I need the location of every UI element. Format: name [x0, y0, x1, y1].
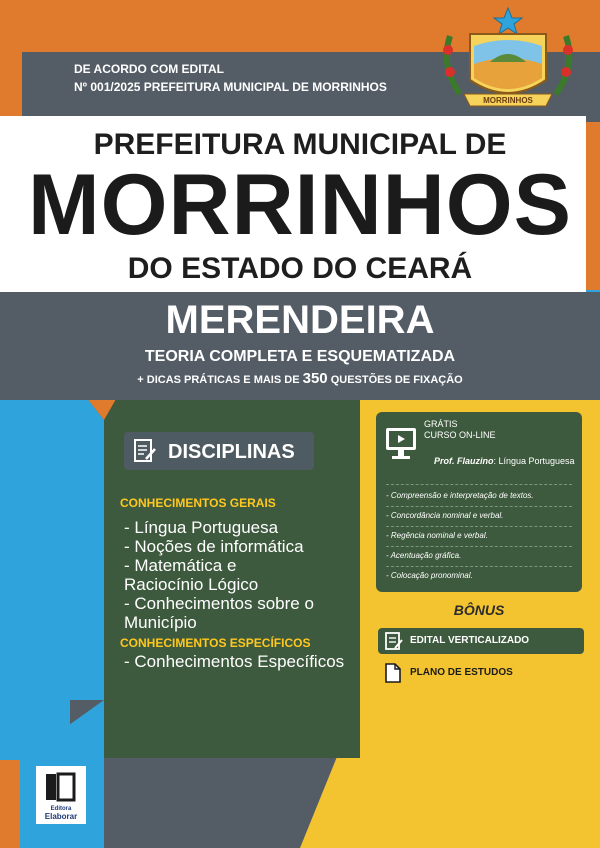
plano-estudos-label: PLANO DE ESTUDOS [410, 667, 513, 678]
curso-title-line-1: GRÁTIS [424, 419, 458, 429]
notepad-icon [132, 437, 158, 465]
divider [386, 526, 572, 527]
subject-item: - Matemática e [124, 556, 237, 575]
curso-title-line-2: CURSO ON-LINE [424, 430, 496, 440]
municipal-crest-icon [430, 6, 580, 114]
curso-title [424, 419, 496, 441]
subject-item: - Conhecimentos Específicos [124, 652, 345, 671]
professor-subject: : Língua Portuguesa [493, 456, 575, 466]
conhecimentos-especificos-title: CONHECIMENTOS ESPECÍFICOS [120, 636, 311, 650]
cargo-dicas [0, 370, 600, 387]
subject-item: - Conhecimentos sobre o [124, 594, 314, 613]
edital-line-2: Nº 001/2025 PREFEITURA MUNICIPAL DE MORRINHOS [74, 80, 387, 94]
bonus-title: BÔNUS [453, 602, 505, 618]
subject-item: Raciocínio Lógico [124, 575, 259, 594]
title-municipality: MORRINHOS [27, 157, 573, 253]
dicas-pre: + DICAS PRÁTICAS E MAIS DE [137, 374, 300, 386]
edital-line-1: DE ACORDO COM EDITAL [74, 62, 224, 76]
curso-topic: - Colocação pronominal. [386, 571, 473, 580]
crest-banner-text: MORRINHOS [483, 96, 533, 105]
dicas-num: 350 [302, 370, 328, 387]
checklist-icon [384, 631, 404, 651]
subject-item: Município [124, 613, 197, 632]
publisher-name [36, 806, 86, 821]
publisher-line-2: Elaborar [44, 812, 78, 821]
book-logo-icon [44, 770, 78, 804]
professor-name: Prof. Flauzino [434, 456, 494, 466]
disciplinas-label: DISCIPLINAS [168, 441, 295, 463]
curso-topic: - Compreensão e interpretação de textos. [386, 491, 534, 500]
divider [386, 506, 572, 507]
edital-verticalizado-label: EDITAL VERTICALIZADO [410, 635, 530, 646]
subject-item: - Noções de informática [124, 537, 304, 556]
document-icon [384, 663, 402, 683]
curso-professor [434, 456, 575, 467]
conhecimentos-gerais-title: CONHECIMENTOS GERAIS [120, 496, 276, 510]
curso-topic: - Acentuação gráfica. [386, 551, 462, 560]
title-line-1: PREFEITURA MUNICIPAL DE [93, 128, 507, 161]
curso-topic: - Regência nominal e verbal. [386, 531, 488, 540]
subject-item: - Língua Portuguesa [124, 518, 279, 537]
monitor-play-icon [384, 426, 418, 462]
edital-notice [74, 60, 387, 96]
divider [386, 484, 572, 485]
cargo-subtitle: TEORIA COMPLETA E ESQUEMATIZADA [144, 348, 456, 365]
dicas-post: QUESTÕES DE FIXAÇÃO [330, 374, 463, 386]
curso-topic: - Concordância nominal e verbal. [386, 511, 504, 520]
divider [386, 566, 572, 567]
divider [386, 546, 572, 547]
publisher-line-1: Editora [50, 806, 72, 812]
title-state: DO ESTADO DO CEARÁ [127, 252, 473, 285]
cargo-title: MERENDEIRA [165, 298, 435, 342]
